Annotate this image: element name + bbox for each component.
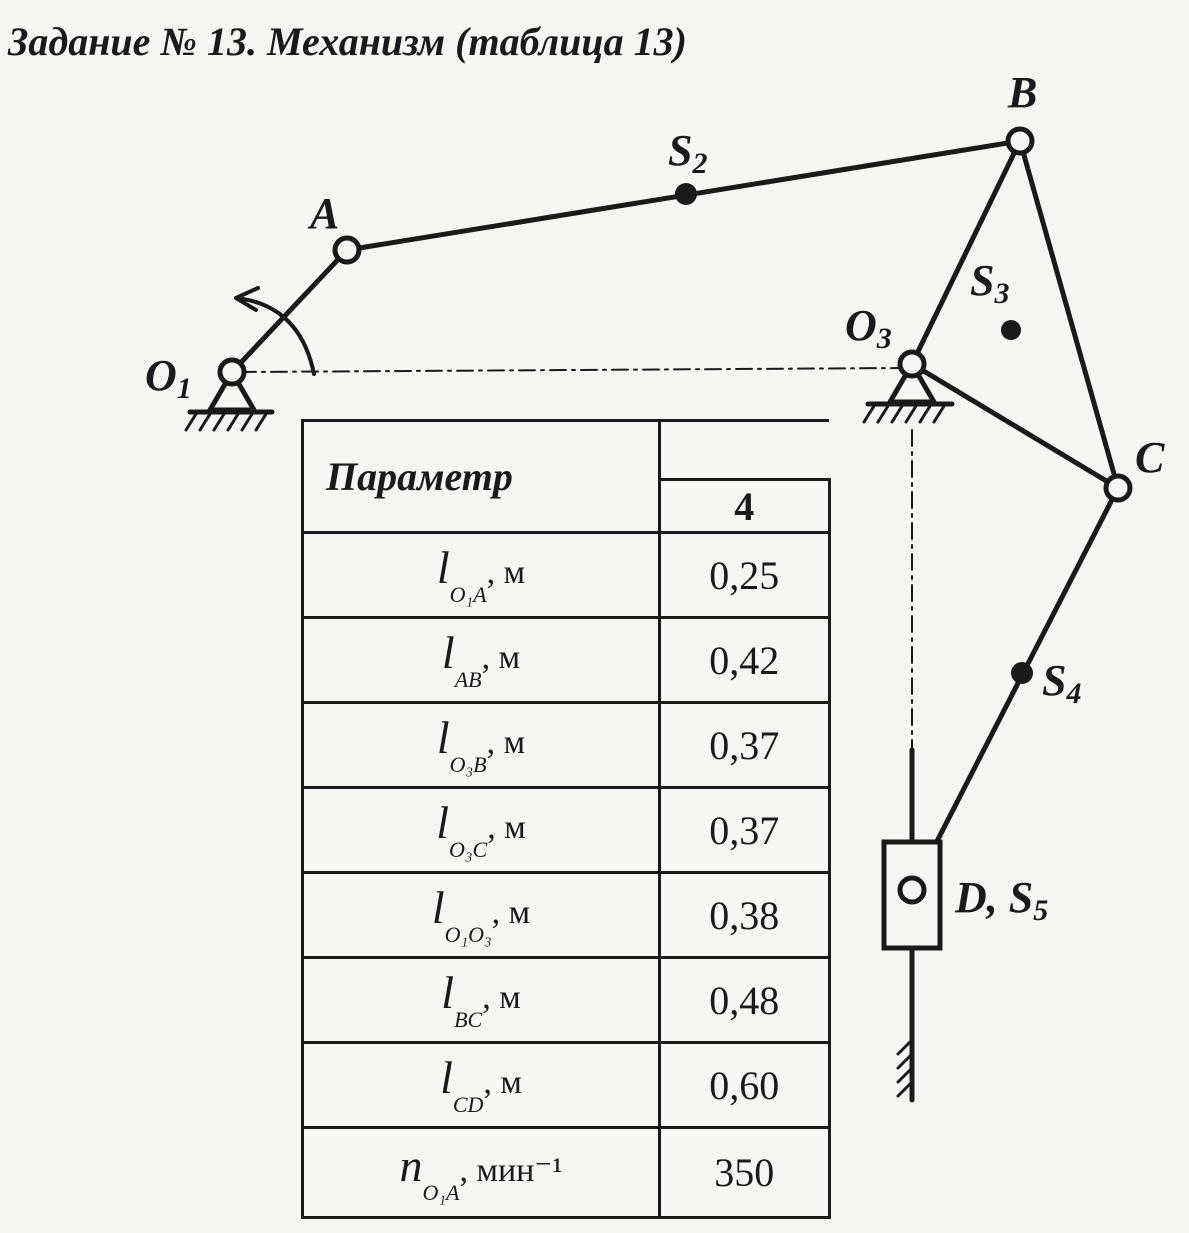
param-subscript: BC [454, 1007, 483, 1033]
param-subscript: O₃C [449, 837, 488, 863]
param-value: 0,60 [660, 1043, 830, 1128]
label-s4: S4 [1042, 656, 1082, 710]
param-value: 0,48 [660, 958, 830, 1043]
param-symbol: l [431, 882, 445, 934]
param-header: Параметр [303, 421, 660, 533]
param-unit: , м [486, 724, 526, 762]
param-symbol: l [441, 627, 455, 679]
mass-center-s2 [675, 183, 697, 205]
parameter-table [301, 419, 831, 1219]
table-row [303, 788, 830, 873]
param-subscript: O₁O₃ [444, 922, 492, 948]
param-value: 350 [660, 1128, 830, 1218]
param-subscript: O₃B [449, 752, 487, 778]
param-unit: , м [483, 1064, 522, 1102]
table-row [303, 958, 830, 1043]
param-unit: , м [487, 809, 526, 847]
joint-o3 [900, 352, 924, 376]
param-subscript: CD [452, 1092, 484, 1118]
param-value: 0,37 [660, 703, 830, 788]
joint-c [1106, 476, 1130, 500]
joint-d [900, 878, 924, 902]
param-value: 0,42 [660, 618, 830, 703]
param-subscript: O₁A [449, 582, 487, 608]
joint-b [1008, 129, 1032, 153]
mass-center-s3 [1001, 320, 1021, 340]
mass-center-s4 [1011, 662, 1033, 684]
table-row [303, 873, 830, 958]
param-symbol: n [399, 1139, 423, 1191]
task-title: Задание № 13. Механизм (таблица 13) [8, 19, 687, 64]
param-unit: , мин⁻¹ [459, 1151, 563, 1189]
table-row [303, 1128, 830, 1218]
label-s3: S3 [970, 256, 1010, 310]
label-s2: S2 [668, 126, 708, 180]
link-c-d [912, 488, 1118, 890]
param-symbol: l [441, 967, 455, 1019]
param-unit: , м [486, 554, 526, 592]
centerline-o1-o3 [240, 368, 905, 372]
label-b: B [1008, 68, 1038, 117]
label-d-s5: D, S5 [955, 873, 1049, 927]
param-unit: , м [491, 894, 531, 932]
rotation-arrow [236, 298, 314, 374]
table-row [303, 1043, 830, 1128]
link-o1-a [232, 250, 347, 372]
label-o1: O1 [145, 351, 192, 405]
param-symbol: l [436, 712, 450, 764]
joint-o1 [220, 360, 244, 384]
param-unit: , м [482, 979, 521, 1017]
param-symbol: l [436, 797, 450, 849]
param-subscript: AB [454, 667, 482, 693]
label-a: A [310, 189, 340, 238]
param-subscript: O₁A [422, 1180, 460, 1206]
variant-number: 4 [660, 480, 830, 533]
param-value: 0,38 [660, 873, 830, 958]
joint-a [335, 238, 359, 262]
label-o3: O3 [845, 301, 892, 355]
table-row [303, 533, 830, 618]
variant-header-blank [660, 421, 830, 480]
table-row [303, 618, 830, 703]
param-value: 0,25 [660, 533, 830, 618]
table-row [303, 703, 830, 788]
param-symbol: l [440, 1052, 453, 1104]
label-c: C [1135, 433, 1165, 482]
param-unit: , м [481, 639, 521, 677]
param-symbol: l [436, 542, 450, 594]
param-value: 0,37 [660, 788, 830, 873]
